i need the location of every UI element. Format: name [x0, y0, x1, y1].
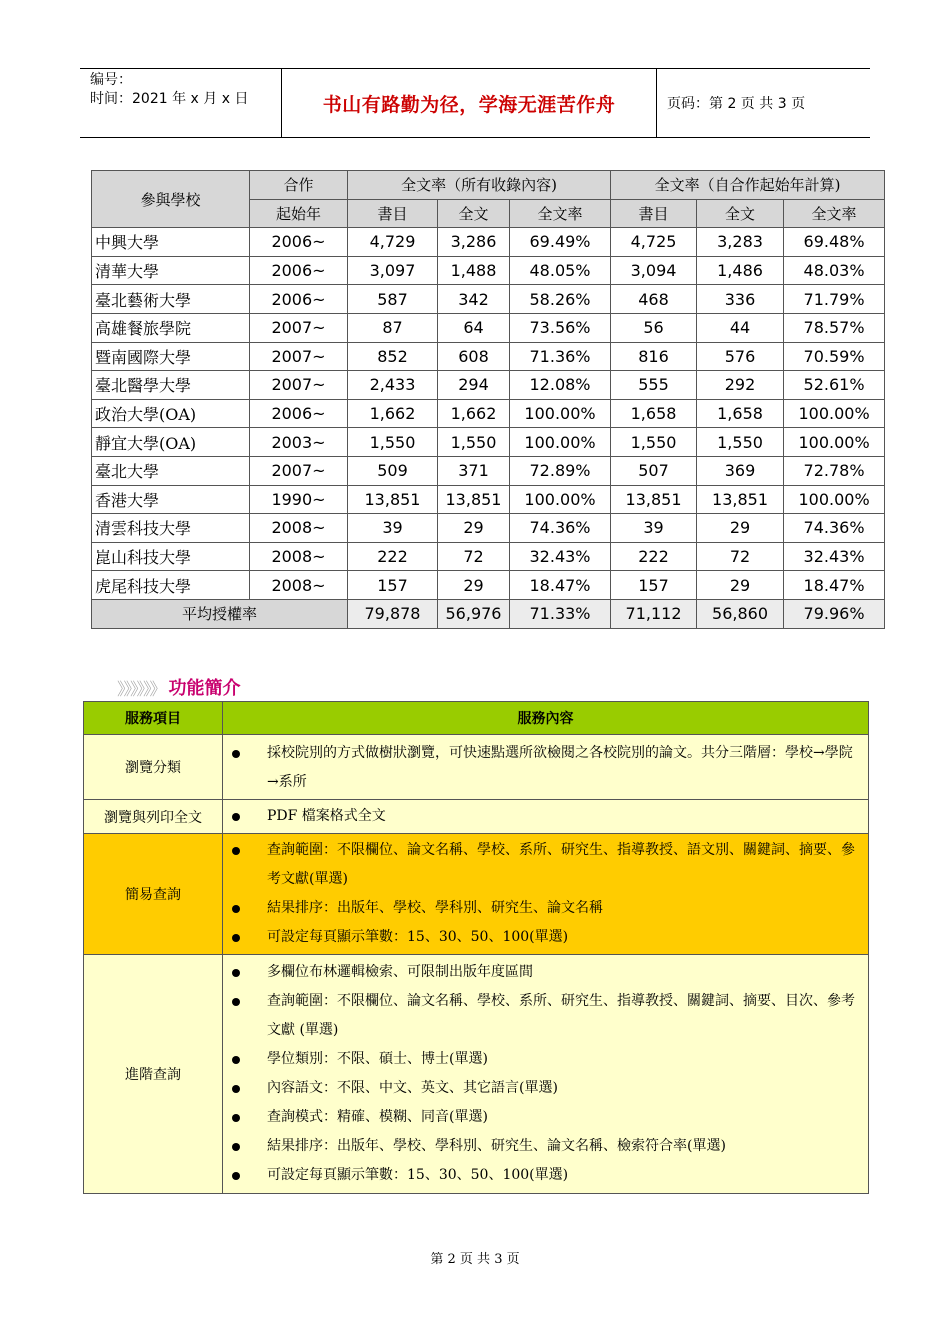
cell-value: 1,658: [697, 399, 784, 428]
school-name: 清雲科技大學: [92, 514, 250, 543]
cell-value: 555: [611, 371, 697, 400]
table-row: [92, 542, 885, 571]
col-rate-header: 全文率: [510, 199, 611, 228]
bullet-item: 多欄位布林邏輯檢索、可限制出版年度區間: [223, 958, 862, 987]
cell-value: 18.47%: [784, 571, 885, 600]
feature-item: 瀏覽與列印全文: [84, 800, 223, 834]
cell-value: 1,662: [348, 399, 438, 428]
cell-value: 369: [697, 456, 784, 485]
features-table: [83, 701, 869, 1194]
feature-content: [223, 834, 869, 955]
school-name: 崑山科技大學: [92, 542, 250, 571]
table-row: [92, 428, 885, 457]
header-page-label: 页码：第 2 页 共 3 页: [667, 96, 806, 112]
cell-value: 1,550: [348, 428, 438, 457]
average-row: [92, 599, 885, 628]
cell-value: 576: [697, 342, 784, 371]
cell-value: 1,550: [438, 428, 510, 457]
cell-value: 29: [438, 571, 510, 600]
cell-value: 18.47%: [510, 571, 611, 600]
cell-value: 1,662: [438, 399, 510, 428]
avg-value: 79,878: [348, 599, 438, 628]
bullet-item: 可設定每頁顯示筆數：15、30、50、100(單選): [223, 923, 862, 952]
col-books-header: 書目: [348, 199, 438, 228]
avg-value: 71.33%: [510, 599, 611, 628]
feature-item: 簡易查詢: [84, 834, 223, 955]
table-row: [92, 371, 885, 400]
section-heading: [117, 674, 241, 700]
coop-year: 2008~: [250, 571, 348, 600]
bullet-item: 學位類別：不限、碩士、博士(單選): [223, 1045, 862, 1074]
coop-year: 2003~: [250, 428, 348, 457]
table-row: [92, 285, 885, 314]
cell-value: 72: [697, 542, 784, 571]
cell-value: 1,486: [697, 256, 784, 285]
cell-value: 52.61%: [784, 371, 885, 400]
cell-value: 39: [348, 514, 438, 543]
cell-value: 4,729: [348, 228, 438, 257]
bullet-item: 結果排序：出版年、學校、學科別、研究生、論文名稱、檢索符合率(單選): [223, 1132, 862, 1161]
feature-content: [223, 735, 869, 800]
col-books-header: 書目: [611, 199, 697, 228]
cell-value: 72.89%: [510, 456, 611, 485]
bullet-item: 可設定每頁顯示筆數：15、30、50、100(單選): [223, 1161, 862, 1190]
table-row: [92, 256, 885, 285]
cell-value: 816: [611, 342, 697, 371]
coop-year: 2006~: [250, 228, 348, 257]
table-row: [92, 514, 885, 543]
feature-content: [223, 800, 869, 834]
avg-value: 79.96%: [784, 599, 885, 628]
feature-row-browse-print: [84, 800, 869, 834]
avg-value: 56,860: [697, 599, 784, 628]
table-row: [92, 571, 885, 600]
cell-value: 12.08%: [510, 371, 611, 400]
cell-value: 44: [697, 313, 784, 342]
doc-number-label: 编号：: [90, 72, 132, 88]
cell-value: 1,658: [611, 399, 697, 428]
cell-value: 48.05%: [510, 256, 611, 285]
coop-year: 2008~: [250, 514, 348, 543]
cell-value: 70.59%: [784, 342, 885, 371]
page-header: [80, 68, 870, 138]
average-label: 平均授權率: [92, 599, 348, 628]
cell-value: 74.36%: [510, 514, 611, 543]
school-name: 虎尾科技大學: [92, 571, 250, 600]
page-footer: 第 2 页 共 3 页: [430, 1252, 520, 1267]
bullet-item: 採校院別的方式做樹狀瀏覽，可快速點選所欲檢閱之各校院別的論文。共分三階層：學校→學院→系所: [223, 739, 862, 797]
bullet-item: 結果排序：出版年、學校、學科別、研究生、論文名稱: [223, 894, 862, 923]
cell-value: 1,550: [697, 428, 784, 457]
group-since-coop-header: 全文率（自合作起始年計算): [611, 171, 885, 200]
cell-value: 157: [348, 571, 438, 600]
feature-row-simple-search: [84, 834, 869, 955]
header-meta: [80, 69, 282, 137]
cell-value: 32.43%: [510, 542, 611, 571]
school-name: 靜宜大學(OA): [92, 428, 250, 457]
col-school-header: 參與學校: [92, 171, 250, 228]
table-row: [92, 228, 885, 257]
coop-year: 2008~: [250, 542, 348, 571]
coop-year: 2006~: [250, 399, 348, 428]
cell-value: 222: [611, 542, 697, 571]
coop-year: 2007~: [250, 456, 348, 485]
bullet-item: 查詢模式：精確、模糊、同音(單選): [223, 1103, 862, 1132]
cell-value: 100.00%: [510, 485, 611, 514]
bullet-item: 查詢範圍：不限欄位、論文名稱、學校、系所、研究生、指導教授、語文別、關鍵詞、摘要、參考文獻(單選): [223, 836, 862, 894]
school-name: 高雄餐旅學院: [92, 313, 250, 342]
cell-value: 29: [697, 571, 784, 600]
col-coop-header-top: 合作: [250, 171, 348, 200]
col-fulltext-header: 全文: [697, 199, 784, 228]
cell-value: 100.00%: [784, 485, 885, 514]
cell-value: 32.43%: [784, 542, 885, 571]
bullet-item: PDF 檔案格式全文: [223, 802, 862, 831]
cell-value: 87: [348, 313, 438, 342]
bullet-item: 查詢範圍：不限欄位、論文名稱、學校、系所、研究生、指導教授、關鍵詞、摘要、目次、參考文獻 (單選): [223, 987, 862, 1045]
cell-value: 294: [438, 371, 510, 400]
col-service-item-header: 服務項目: [84, 702, 223, 735]
cell-value: 3,286: [438, 228, 510, 257]
cell-value: 336: [697, 285, 784, 314]
cell-value: 64: [438, 313, 510, 342]
coop-year: 2007~: [250, 313, 348, 342]
table-header-row: [92, 171, 885, 200]
cell-value: 157: [611, 571, 697, 600]
col-service-content-header: 服務內容: [223, 702, 869, 735]
feature-row-advanced-search: [84, 955, 869, 1194]
cell-value: 13,851: [348, 485, 438, 514]
cell-value: 13,851: [438, 485, 510, 514]
cell-value: 342: [438, 285, 510, 314]
section-title: 功能簡介: [168, 678, 241, 699]
chevron-decoration-icon: 》》》》》》: [117, 679, 165, 700]
cell-value: 29: [438, 514, 510, 543]
fulltext-rate-table: [91, 170, 885, 629]
cell-value: 69.49%: [510, 228, 611, 257]
cell-value: 13,851: [611, 485, 697, 514]
feature-content: [223, 955, 869, 1194]
school-name: 中興大學: [92, 228, 250, 257]
bullet-item: 內容語文：不限、中文、英文、其它語言(單選): [223, 1074, 862, 1103]
cell-value: 100.00%: [784, 428, 885, 457]
cell-value: 587: [348, 285, 438, 314]
col-fulltext-header: 全文: [438, 199, 510, 228]
col-rate-header: 全文率: [784, 199, 885, 228]
cell-value: 73.56%: [510, 313, 611, 342]
table-row: [92, 342, 885, 371]
cell-value: 1,488: [438, 256, 510, 285]
table-row: [92, 485, 885, 514]
school-name: 清華大學: [92, 256, 250, 285]
cell-value: 100.00%: [510, 399, 611, 428]
coop-year: 2006~: [250, 256, 348, 285]
cell-value: 74.36%: [784, 514, 885, 543]
table-row: [92, 456, 885, 485]
feature-item: 瀏覽分類: [84, 735, 223, 800]
cell-value: 608: [438, 342, 510, 371]
school-name: 暨南國際大學: [92, 342, 250, 371]
coop-year: 2007~: [250, 342, 348, 371]
coop-year: 2006~: [250, 285, 348, 314]
cell-value: 3,283: [697, 228, 784, 257]
cell-value: 39: [611, 514, 697, 543]
feature-row-browse-category: [84, 735, 869, 800]
cell-value: 71.36%: [510, 342, 611, 371]
cell-value: 69.48%: [784, 228, 885, 257]
feature-item: 進階查詢: [84, 955, 223, 1194]
cell-value: 292: [697, 371, 784, 400]
cell-value: 222: [348, 542, 438, 571]
cell-value: 468: [611, 285, 697, 314]
school-name: 政治大學(OA): [92, 399, 250, 428]
cell-value: 507: [611, 456, 697, 485]
cell-value: 13,851: [697, 485, 784, 514]
avg-value: 56,976: [438, 599, 510, 628]
col-coop-header-bottom: 起始年: [250, 199, 348, 228]
avg-value: 71,112: [611, 599, 697, 628]
cell-value: 1,550: [611, 428, 697, 457]
cell-value: 2,433: [348, 371, 438, 400]
cell-value: 852: [348, 342, 438, 371]
cell-value: 58.26%: [510, 285, 611, 314]
header-motto: 书山有路勤为径，学海无涯苦作舟: [282, 69, 657, 137]
doc-date-label: 时间：2021 年 x 月 x 日: [90, 91, 249, 107]
cell-value: 72.78%: [784, 456, 885, 485]
cell-value: 48.03%: [784, 256, 885, 285]
school-name: 香港大學: [92, 485, 250, 514]
features-header-row: [84, 702, 869, 735]
cell-value: 29: [697, 514, 784, 543]
school-name: 臺北藝術大學: [92, 285, 250, 314]
cell-value: 4,725: [611, 228, 697, 257]
cell-value: 56: [611, 313, 697, 342]
table-row: [92, 399, 885, 428]
cell-value: 78.57%: [784, 313, 885, 342]
cell-value: 72: [438, 542, 510, 571]
table-row: [92, 313, 885, 342]
cell-value: 509: [348, 456, 438, 485]
coop-year: 1990~: [250, 485, 348, 514]
cell-value: 3,097: [348, 256, 438, 285]
school-name: 臺北醫學大學: [92, 371, 250, 400]
school-name: 臺北大學: [92, 456, 250, 485]
cell-value: 100.00%: [784, 399, 885, 428]
cell-value: 71.79%: [784, 285, 885, 314]
cell-value: 100.00%: [510, 428, 611, 457]
cell-value: 3,094: [611, 256, 697, 285]
group-all-content-header: 全文率（所有收錄內容): [348, 171, 611, 200]
coop-year: 2007~: [250, 371, 348, 400]
cell-value: 371: [438, 456, 510, 485]
